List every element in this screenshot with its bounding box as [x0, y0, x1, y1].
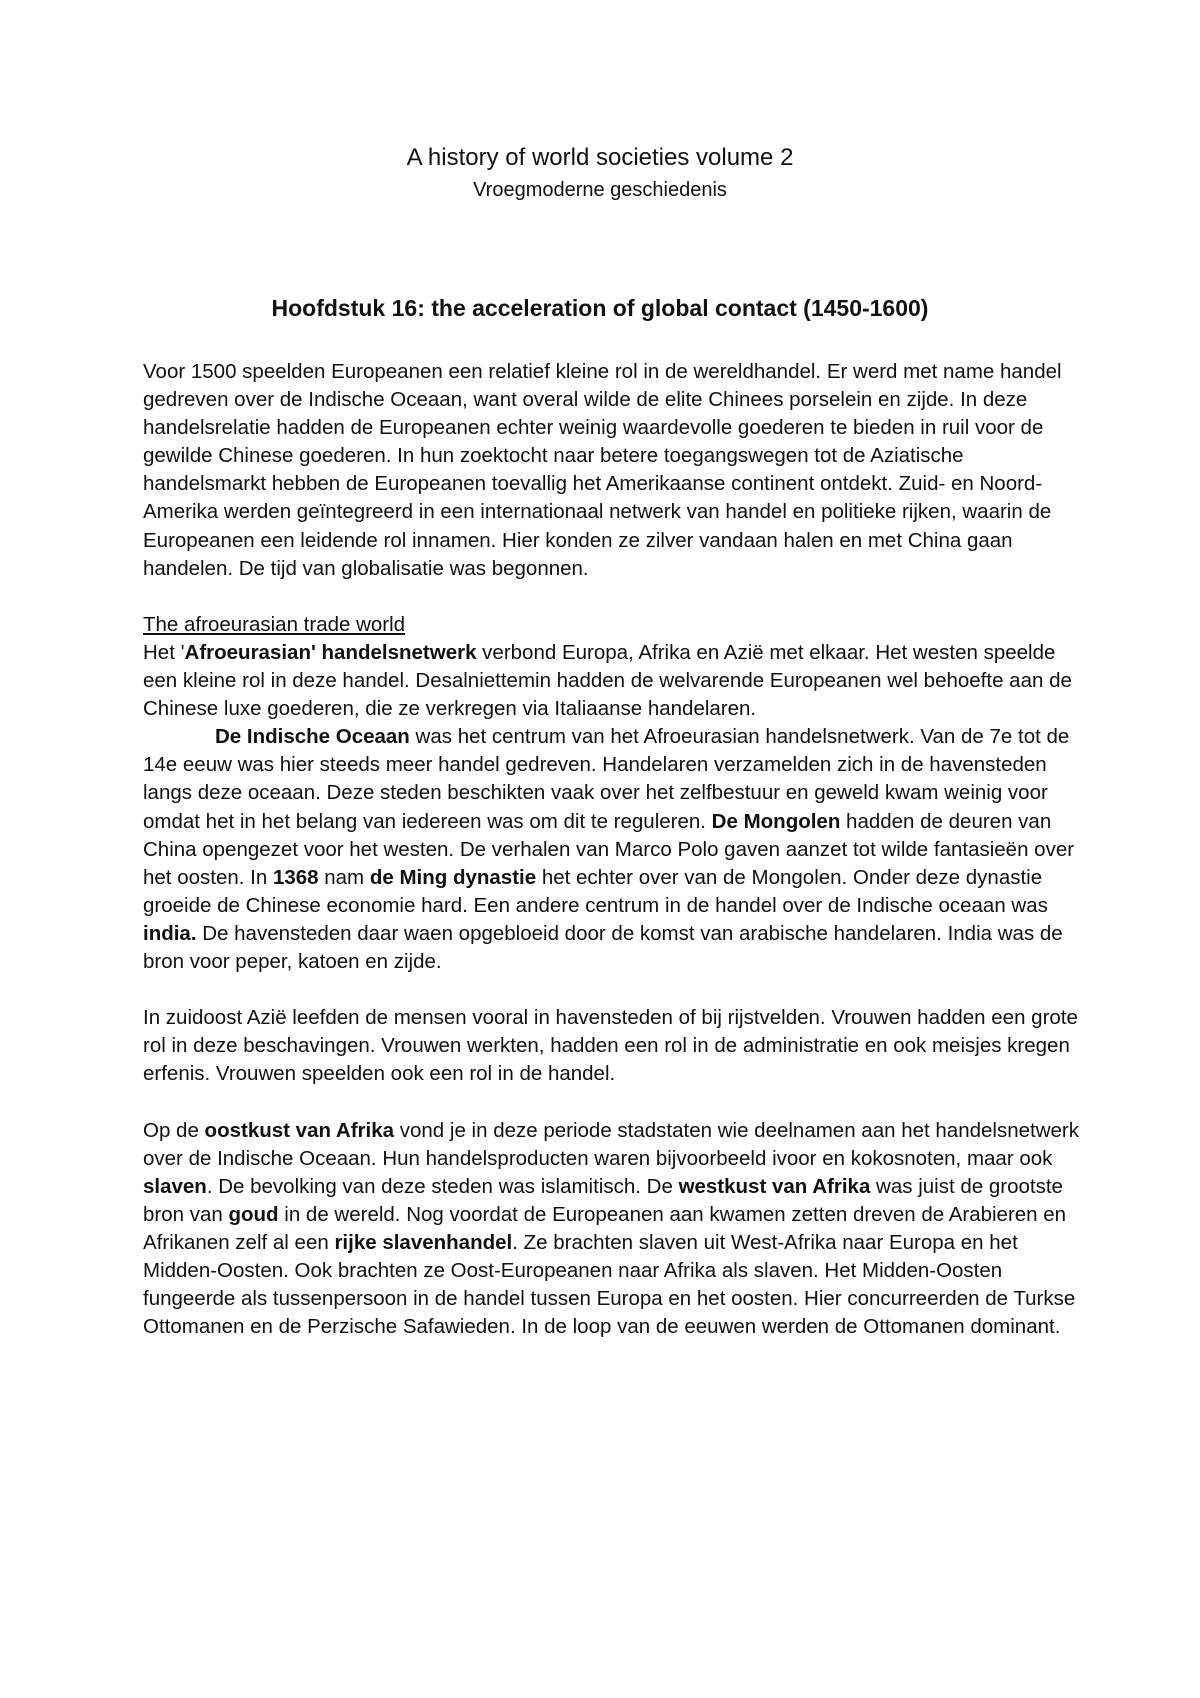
- paragraph-afrika: [143, 1117, 1083, 1342]
- text-run: was juist de grootste bron van: [143, 1174, 1063, 1226]
- bold-term: westkust van Afrika: [678, 1174, 871, 1198]
- text-run: Het ': [143, 640, 185, 664]
- paragraph-afroeurasian: [143, 639, 1083, 723]
- section-heading: [143, 611, 1083, 639]
- text-run: . Ze brachten slaven uit West-Afrika naar Europa en het Midden-Oosten. Ook brachten ze Oost-Europeanen naar Afrika als slaven. Het Midden-Oosten fungeerde als tussenpersoon in de handel tussen Europa en het oosten. Hier concurreerden de Turkse Ottomanen en de Perzische Safawieden. In de loop van de eeuwen werden de Ottomanen dominant.: [143, 1230, 1076, 1339]
- paragraph-zuidoost-azie: In zuidoost Azië leefden de mensen vooral in havensteden of bij rijstvelden. Vrouwen hadden een grote rol in deze beschavingen. Vrouwen werkten, hadden een rol in de administratie en ook meisjes kregen erfenis. Vrouwen speelden ook een rol in de handel.: [143, 1006, 1078, 1086]
- document-title: A history of world societies volume 2: [406, 144, 794, 171]
- section-heading-text: The afroeurasian trade world: [143, 612, 406, 636]
- text-run: vond je in deze periode stadstaten wie deelnamen aan het handelsnetwerk over de Indische Oceaan. Hun handelsproducten waren bijvoorbeeld ivoor en kokosnoten, maar ook: [143, 1118, 1079, 1170]
- text-run: hadden de deuren van China opengezet voor het westen. De verhalen van Marco Polo gaven aanzet tot wilde fantasieën over het oosten. In: [143, 809, 1075, 889]
- paragraph-gap: [143, 1088, 1083, 1116]
- bold-term: goud: [228, 1202, 279, 1226]
- bold-term: de Ming dynastie: [369, 865, 537, 889]
- bold-term: De Indische Oceaan: [215, 725, 410, 749]
- text-run: het echter over van de Mongolen. Onder deze dynastie groeide de Chinese economie hard. Een andere centrum in de handel over de Indische oceaan was: [143, 865, 1048, 917]
- paragraph-gap: [143, 583, 1083, 611]
- text-run: nam: [318, 865, 370, 889]
- text-run: De havensteden daar waen opgebloeid door de komst van arabische handelaren. India was de bron voor peper, katoen en zijde.: [143, 921, 1063, 973]
- paragraph-indische-oceaan: [143, 723, 1083, 976]
- chapter-heading: Hoofdstuk 16: the acceleration of global contact (1450-1600): [271, 295, 929, 321]
- text-run: in de wereld. Nog voordat de Europeanen aan kwamen zetten dreven de Arabieren en Afrikanen zelf al een: [143, 1202, 1067, 1254]
- text-run: . De bevolking van deze steden was islamitisch. De: [206, 1174, 679, 1198]
- bold-term: slaven: [143, 1174, 207, 1198]
- bold-term: Afroeurasian' handelsnetwerk: [184, 640, 477, 664]
- bold-term: De Mongolen: [711, 809, 841, 833]
- text-run: Op de: [143, 1118, 205, 1142]
- document-subtitle: Vroegmoderne geschiedenis: [473, 179, 727, 201]
- bold-term: rijke slavenhandel: [334, 1230, 513, 1254]
- bold-term: india.: [143, 921, 197, 945]
- bold-term: 1368: [272, 865, 319, 889]
- text-run: verbond Europa, Afrika en Azië met elkaar. Het westen speelde een kleine rol in deze handel. Desalniettemin hadden de welvarende Europeanen wel behoefte aan de Chinese luxe goederen, die ze verkregen via Italiaanse handelaren.: [143, 640, 1072, 721]
- intro-paragraph: Voor 1500 speelden Europeanen een relatief kleine rol in de wereldhandel. Er werd met name handel gedreven over de Indische Oceaan, want overal wilde de elite Chinees porselein en zijde. In deze handelsrelatie hadden de Europeanen echter weinig waardevolle goederen te bieden in ruil voor de gewilde Chinese goederen. In hun zoektocht naar betere toegangswegen tot de Aziatische handelsmarkt hebben de Europeanen toevallig het Amerikaanse continent ontdekt. Zuid- en Noord-Amerika werden geïntegreerd in een internationaal netwerk van handel en politieke rijken, waarin de Europeanen een leidende rol innamen. Hier konden ze zilver vandaan halen en met China gaan handelen. De tijd van globalisatie was begonnen.: [143, 360, 1062, 580]
- text-run: was het centrum van het Afroeurasian handelsnetwerk. Van de 7e tot de 14e eeuw was hier steeds meer handel gedreven. Handelaren verzamelden zich in de havensteden langs deze oceaan. Deze steden beschikten vaak over het zelfbestuur en geweld kwam weinig voor omdat het in het belang van iedereen was om dit te reguleren.: [143, 725, 1070, 833]
- document-body: [143, 358, 1083, 1341]
- bold-term: oostkust van Afrika: [204, 1118, 395, 1142]
- paragraph-gap: [143, 976, 1083, 1004]
